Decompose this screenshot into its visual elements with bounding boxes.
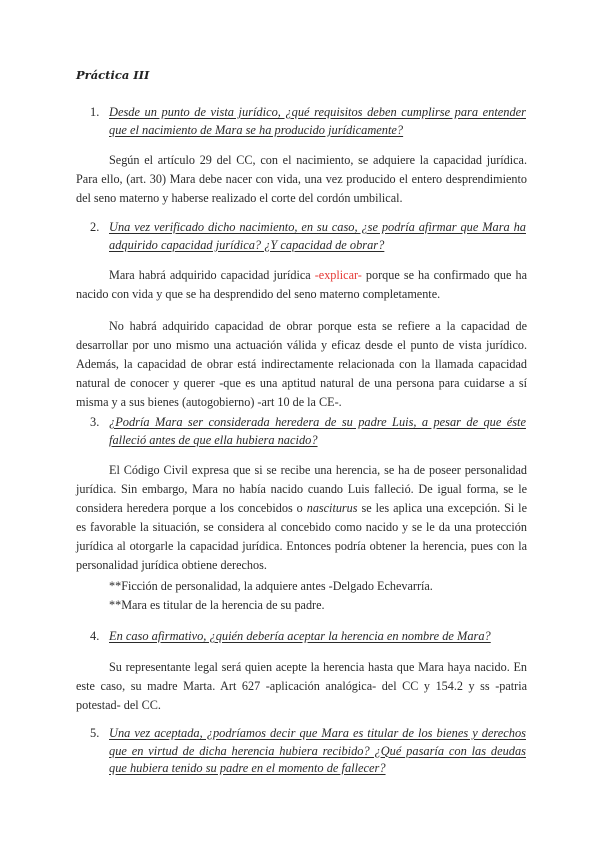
question-text: Una vez verificado dicho nacimiento, en su caso, ¿se podría afirmar que Mara ha adquirido capacidad jurídica? ¿Y capacidad de obrar? <box>109 220 526 252</box>
question-5 <box>76 725 526 778</box>
answer-text: se les aplica una excepción. Si le es favorable la situación, se considera al concebido como nacido y se le da una protección jurídica al otorgarle la capacidad jurídica. Entonces podría obtener la herencia, pues con la personalidad jurídica obtiene derechos. <box>76 501 527 573</box>
highlighted-note: -explicar- <box>314 268 362 282</box>
note-1: **Ficción de personalidad, la adquiere antes -Delgado Echevarría. <box>109 579 433 593</box>
question-text: Desde un punto de vista jurídico, ¿qué requisitos deben cumplirse para entender que el nacimiento de Mara se ha producido jurídicamente? <box>109 105 526 137</box>
question-number: 2. <box>90 220 100 234</box>
question-1 <box>76 104 526 139</box>
italic-term: nasciturus <box>306 501 358 516</box>
note-2: **Mara es titular de la herencia de su padre. <box>109 598 325 612</box>
question-text: Una vez aceptada, ¿podríamos decir que Mara es titular de los bienes y derechos que en virtud de dicha herencia hubiera recibido? ¿Qué pasaría con las deudas que hubiera tenido su padre en el momento de fallecer? <box>109 726 526 775</box>
answer-text: El Código Civil expresa que si se recibe una herencia, se ha de poseer personalidad jurídica. Sin embargo, Mara no había nacido cuando Luis falleció. De igual forma, se le considera heredera porque a los concebidos o <box>76 463 527 516</box>
answer-2-capacidad-juridica <box>76 266 527 304</box>
answer-1: Según el artículo 29 del CC, con el nacimiento, se adquiere la capacidad jurídica. Para ello, (art. 30) Mara debe nacer con vida, una vez producido el entero desprendimiento del seno materno y haberse realizado el corte del cordón umbilical. <box>76 153 527 206</box>
answer-2-capacidad-obrar: No habrá adquirido capacidad de obrar porque esta se refiere a la capacidad de desarrollar por uno mismo una actuación válida y eficaz desde el punto de vista jurídico. Además, la capacidad de obrar está indirectamente relacionada con la llamada capacidad natural de conocer y querer -que es una aptitud natural de una persona para cuidarse a sí misma y a sus bienes (autogobierno) -art 10 de la CE-. <box>76 319 527 410</box>
question-2 <box>76 219 526 254</box>
question-text: ¿Podría Mara ser considerada heredera de su padre Luis, a pesar de que éste falleció antes de que ella hubiera nacido? <box>109 415 526 447</box>
question-3 <box>76 414 526 449</box>
question-number: 1. <box>90 105 100 119</box>
question-4 <box>76 628 526 646</box>
question-number: 4. <box>90 629 100 643</box>
question-number: 5. <box>90 726 100 740</box>
page-title: Práctica III <box>76 68 150 82</box>
answer-text: Mara habrá adquirido capacidad jurídica <box>109 268 315 282</box>
question-text: En caso afirmativo, ¿quién debería aceptar la herencia en nombre de Mara? <box>109 629 491 643</box>
answer-4: Su representante legal será quien acepte la herencia hasta que Mara haya nacido. En este caso, su madre Marta. Art 627 -aplicación analógica- del CC y 154.2 y ss -patria potestad- del CC. <box>76 660 527 713</box>
question-number: 3. <box>90 415 100 429</box>
answer-text: porque se ha confirmado que ha nacido con vida y que se ha desprendido del seno materno completamente. <box>76 268 527 302</box>
answer-3 <box>76 461 527 576</box>
